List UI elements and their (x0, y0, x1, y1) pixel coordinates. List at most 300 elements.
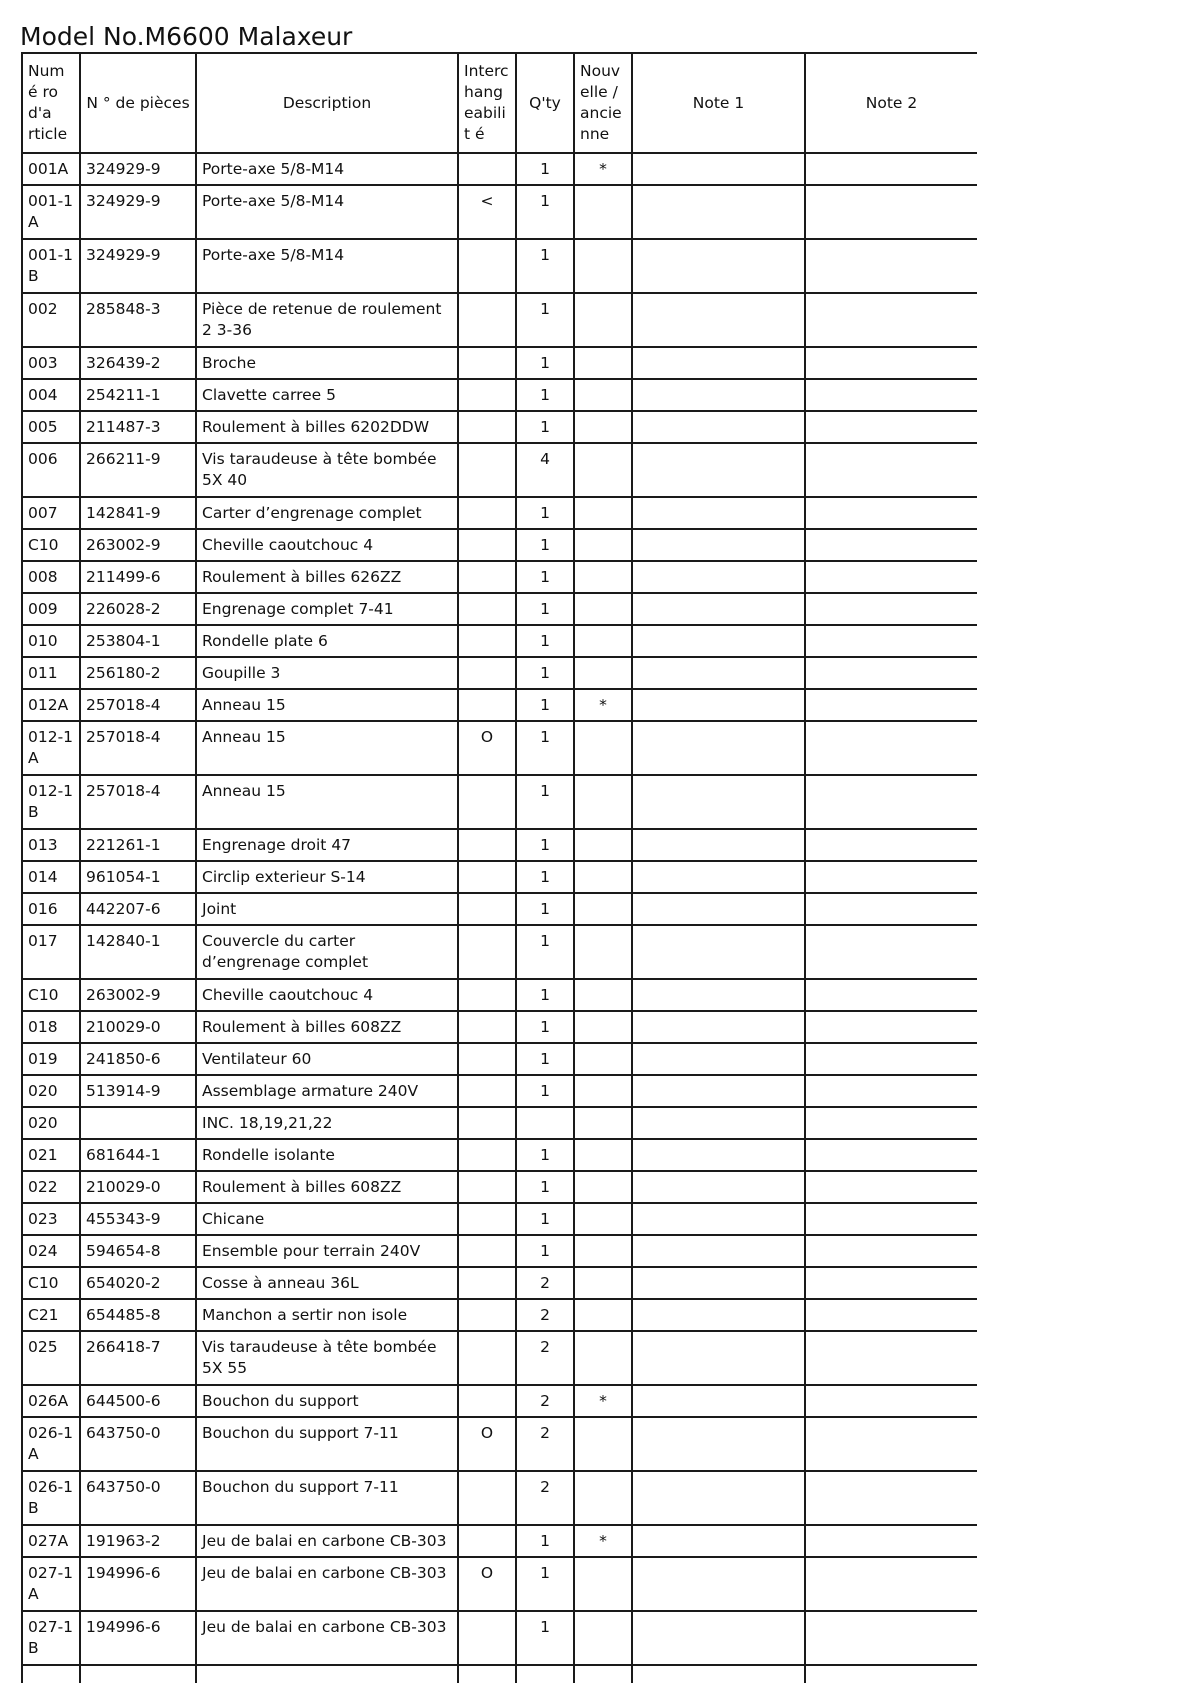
cell-note-2 (805, 861, 977, 893)
cell-description: Rondelle plate 6 (196, 625, 458, 657)
cell-part-number: 263002-9 (80, 979, 196, 1011)
cell-quantity: 1 (516, 1235, 574, 1267)
cell-quantity: 1 (516, 529, 574, 561)
cell-new-old (574, 1011, 632, 1043)
table-row (22, 561, 977, 593)
cell-note-2 (805, 1299, 977, 1331)
table-row (22, 861, 977, 893)
cell-description: Clavette carree 5 (196, 379, 458, 411)
cell-new-old (574, 1299, 632, 1331)
cell-description: Anneau 15 (196, 721, 458, 775)
cell-new-old (574, 1139, 632, 1171)
cell-note-1 (632, 185, 805, 239)
cell-new-old (574, 1075, 632, 1107)
cell-interchangeability (458, 861, 516, 893)
cell-description: Ensemble pour terrain 240V (196, 1235, 458, 1267)
cell-part-number: 324929-9 (80, 239, 196, 293)
cell-quantity: 1 (516, 561, 574, 593)
cell-note-1 (632, 1203, 805, 1235)
cell-part-number: 257018-4 (80, 721, 196, 775)
cell-new-old (574, 497, 632, 529)
cell-description: Assemblage armature 240V (196, 1075, 458, 1107)
cell-new-old (574, 185, 632, 239)
cell-quantity: 1 (516, 1075, 574, 1107)
cell-new-old (574, 1171, 632, 1203)
cell-quantity: 1 (516, 1043, 574, 1075)
cell-new-old (574, 593, 632, 625)
cell-item-number: 027-1 B (22, 1611, 80, 1665)
cell-note-2 (805, 153, 977, 185)
cell-note-2 (805, 185, 977, 239)
cell-interchangeability: < (458, 185, 516, 239)
cell-item-number (22, 1665, 80, 1683)
cell-part-number (80, 1107, 196, 1139)
table-row (22, 1267, 977, 1299)
table-row (22, 293, 977, 347)
cell-new-old (574, 1235, 632, 1267)
cell-item-number: 025 (22, 1331, 80, 1385)
table-row (22, 497, 977, 529)
cell-note-2 (805, 379, 977, 411)
cell-part-number: 442207-6 (80, 893, 196, 925)
cell-interchangeability (458, 1665, 516, 1683)
cell-quantity: 1 (516, 1557, 574, 1611)
cell-new-old (574, 979, 632, 1011)
table-row (22, 1525, 977, 1557)
cell-item-number: 016 (22, 893, 80, 925)
cell-new-old (574, 411, 632, 443)
table-row (22, 1557, 977, 1611)
cell-part-number: 961054-1 (80, 861, 196, 893)
cell-note-2 (805, 775, 977, 829)
cell-note-1 (632, 1043, 805, 1075)
cell-note-2 (805, 1665, 977, 1683)
cell-new-old (574, 775, 632, 829)
cell-description: Engrenage droit 47 (196, 829, 458, 861)
cell-description: Porte-axe 5/8-M14 (196, 185, 458, 239)
cell-note-1 (632, 1417, 805, 1471)
header-note-2: Note 2 (805, 53, 977, 153)
cell-new-old (574, 1043, 632, 1075)
cell-new-old (574, 829, 632, 861)
cell-note-1 (632, 689, 805, 721)
cell-interchangeability (458, 1011, 516, 1043)
table-row (22, 529, 977, 561)
cell-quantity: 1 (516, 689, 574, 721)
table-header-row (22, 53, 977, 153)
cell-new-old (574, 1665, 632, 1683)
cell-interchangeability (458, 1385, 516, 1417)
table-row (22, 1471, 977, 1525)
cell-item-number: 022 (22, 1171, 80, 1203)
cell-item-number: 011 (22, 657, 80, 689)
cell-note-2 (805, 347, 977, 379)
cell-new-old (574, 625, 632, 657)
cell-part-number: 256180-2 (80, 657, 196, 689)
cell-new-old (574, 861, 632, 893)
table-row (22, 1417, 977, 1471)
cell-note-1 (632, 1011, 805, 1043)
cell-item-number: 024 (22, 1235, 80, 1267)
cell-description: Engrenage complet 7-41 (196, 593, 458, 625)
cell-new-old (574, 1471, 632, 1525)
cell-interchangeability (458, 1075, 516, 1107)
table-row (22, 1171, 977, 1203)
header-interchangeability: Interc hang eabilit é (458, 53, 516, 153)
cell-quantity: 1 (516, 1611, 574, 1665)
cell-description (196, 1665, 458, 1683)
table-row (22, 1385, 977, 1417)
cell-description: Couvercle du carter d’engrenage complet (196, 925, 458, 979)
cell-quantity: 1 (516, 625, 574, 657)
cell-item-number: 012-1 A (22, 721, 80, 775)
cell-interchangeability (458, 411, 516, 443)
cell-note-1 (632, 1665, 805, 1683)
cell-part-number: 221261-1 (80, 829, 196, 861)
cell-note-2 (805, 497, 977, 529)
cell-interchangeability (458, 593, 516, 625)
table-row (22, 925, 977, 979)
cell-interchangeability (458, 1525, 516, 1557)
cell-interchangeability (458, 1471, 516, 1525)
table-row (22, 185, 977, 239)
cell-interchangeability (458, 1203, 516, 1235)
cell-note-2 (805, 1417, 977, 1471)
cell-note-1 (632, 1299, 805, 1331)
cell-quantity: 1 (516, 497, 574, 529)
cell-quantity: 1 (516, 593, 574, 625)
cell-description: Vis taraudeuse à tête bombée 5X 55 (196, 1331, 458, 1385)
table-body (22, 153, 977, 1683)
cell-interchangeability (458, 775, 516, 829)
cell-part-number: 285848-3 (80, 293, 196, 347)
cell-description: Porte-axe 5/8-M14 (196, 153, 458, 185)
cell-note-1 (632, 379, 805, 411)
cell-interchangeability (458, 925, 516, 979)
table-row (22, 153, 977, 185)
table-row (22, 1611, 977, 1665)
cell-interchangeability (458, 239, 516, 293)
cell-note-2 (805, 1075, 977, 1107)
cell-item-number: 004 (22, 379, 80, 411)
cell-interchangeability (458, 1267, 516, 1299)
cell-quantity: 1 (516, 1139, 574, 1171)
cell-note-2 (805, 657, 977, 689)
cell-quantity: 2 (516, 1417, 574, 1471)
cell-item-number: C10 (22, 529, 80, 561)
cell-item-number: 012A (22, 689, 80, 721)
cell-quantity: 1 (516, 657, 574, 689)
cell-item-number: C10 (22, 979, 80, 1011)
cell-quantity (516, 1665, 574, 1683)
cell-description: Cheville caoutchouc 4 (196, 979, 458, 1011)
cell-new-old (574, 1203, 632, 1235)
cell-note-2 (805, 561, 977, 593)
cell-note-1 (632, 293, 805, 347)
cell-part-number: 643750-0 (80, 1417, 196, 1471)
cell-item-number: 007 (22, 497, 80, 529)
header-new-old: Nouv elle / ancie nne (574, 53, 632, 153)
cell-note-1 (632, 443, 805, 497)
cell-part-number: 643750-0 (80, 1471, 196, 1525)
cell-part-number (80, 1665, 196, 1683)
cell-interchangeability (458, 1611, 516, 1665)
cell-description: Bouchon du support 7-11 (196, 1417, 458, 1471)
cell-new-old (574, 1331, 632, 1385)
table-row (22, 411, 977, 443)
cell-item-number: C21 (22, 1299, 80, 1331)
table-row (22, 443, 977, 497)
cell-quantity: 1 (516, 861, 574, 893)
cell-description: INC. 18,19,21,22 (196, 1107, 458, 1139)
cell-interchangeability (458, 1299, 516, 1331)
cell-description: Anneau 15 (196, 775, 458, 829)
cell-new-old (574, 657, 632, 689)
cell-quantity: 1 (516, 1525, 574, 1557)
cell-note-2 (805, 925, 977, 979)
cell-part-number: 210029-0 (80, 1171, 196, 1203)
cell-item-number: 014 (22, 861, 80, 893)
cell-description: Broche (196, 347, 458, 379)
cell-quantity: 1 (516, 347, 574, 379)
cell-quantity: 1 (516, 925, 574, 979)
cell-item-number: 001A (22, 153, 80, 185)
cell-item-number: 003 (22, 347, 80, 379)
cell-item-number: 026-1 B (22, 1471, 80, 1525)
cell-new-old: * (574, 153, 632, 185)
page-title: Model No.M6600 Malaxeur (20, 22, 353, 51)
cell-quantity: 4 (516, 443, 574, 497)
cell-note-1 (632, 1171, 805, 1203)
cell-interchangeability (458, 1171, 516, 1203)
cell-note-2 (805, 293, 977, 347)
header-part-number: N ° de pièces (80, 53, 196, 153)
cell-note-1 (632, 1611, 805, 1665)
cell-note-2 (805, 593, 977, 625)
cell-item-number: 027-1 A (22, 1557, 80, 1611)
cell-new-old (574, 1107, 632, 1139)
cell-note-1 (632, 239, 805, 293)
cell-quantity: 1 (516, 153, 574, 185)
table-row (22, 775, 977, 829)
cell-quantity: 2 (516, 1385, 574, 1417)
table-row (22, 721, 977, 775)
cell-description: Cheville caoutchouc 4 (196, 529, 458, 561)
header-item-number: Numé ro d'a rticle (22, 53, 80, 153)
cell-note-1 (632, 593, 805, 625)
cell-part-number: 681644-1 (80, 1139, 196, 1171)
cell-interchangeability (458, 1043, 516, 1075)
cell-note-1 (632, 1385, 805, 1417)
cell-quantity: 1 (516, 775, 574, 829)
cell-note-2 (805, 529, 977, 561)
cell-item-number: 010 (22, 625, 80, 657)
cell-note-1 (632, 657, 805, 689)
cell-part-number: 644500-6 (80, 1385, 196, 1417)
cell-note-1 (632, 497, 805, 529)
cell-part-number: 513914-9 (80, 1075, 196, 1107)
cell-interchangeability: O (458, 1557, 516, 1611)
cell-description: Bouchon du support (196, 1385, 458, 1417)
cell-note-1 (632, 1075, 805, 1107)
cell-interchangeability (458, 561, 516, 593)
cell-part-number: 241850-6 (80, 1043, 196, 1075)
cell-part-number: 142840-1 (80, 925, 196, 979)
cell-part-number: 257018-4 (80, 689, 196, 721)
cell-note-1 (632, 775, 805, 829)
cell-item-number: 017 (22, 925, 80, 979)
cell-note-2 (805, 411, 977, 443)
cell-item-number: 018 (22, 1011, 80, 1043)
cell-note-1 (632, 1267, 805, 1299)
table-row (22, 1011, 977, 1043)
cell-new-old (574, 529, 632, 561)
cell-note-1 (632, 153, 805, 185)
cell-quantity: 1 (516, 1011, 574, 1043)
cell-description: Jeu de balai en carbone CB-303 (196, 1557, 458, 1611)
cell-note-1 (632, 1139, 805, 1171)
cell-item-number: 026A (22, 1385, 80, 1417)
cell-note-2 (805, 721, 977, 775)
cell-interchangeability (458, 893, 516, 925)
cell-interchangeability (458, 979, 516, 1011)
cell-description: Pièce de retenue de roulement 2 3-36 (196, 293, 458, 347)
table-row (22, 1665, 977, 1683)
cell-part-number: 594654-8 (80, 1235, 196, 1267)
cell-new-old (574, 1267, 632, 1299)
cell-note-2 (805, 239, 977, 293)
cell-quantity: 1 (516, 185, 574, 239)
cell-note-1 (632, 893, 805, 925)
table-row (22, 593, 977, 625)
cell-item-number: 020 (22, 1107, 80, 1139)
table-row (22, 1203, 977, 1235)
cell-interchangeability (458, 1139, 516, 1171)
cell-new-old (574, 443, 632, 497)
cell-new-old (574, 561, 632, 593)
cell-part-number: 257018-4 (80, 775, 196, 829)
table-row (22, 657, 977, 689)
cell-interchangeability (458, 153, 516, 185)
parts-table-wrapper (21, 52, 977, 1683)
cell-new-old (574, 721, 632, 775)
table-row (22, 1107, 977, 1139)
cell-part-number: 210029-0 (80, 1011, 196, 1043)
table-row (22, 893, 977, 925)
cell-quantity: 1 (516, 893, 574, 925)
table-row (22, 829, 977, 861)
cell-description: Circlip exterieur S-14 (196, 861, 458, 893)
cell-part-number: 254211-1 (80, 379, 196, 411)
cell-part-number: 211499-6 (80, 561, 196, 593)
cell-new-old (574, 347, 632, 379)
cell-new-old: * (574, 1525, 632, 1557)
table-row (22, 239, 977, 293)
cell-part-number: 654485-8 (80, 1299, 196, 1331)
table-row (22, 1299, 977, 1331)
cell-quantity: 2 (516, 1299, 574, 1331)
cell-quantity (516, 1107, 574, 1139)
cell-interchangeability: O (458, 1417, 516, 1471)
cell-interchangeability (458, 689, 516, 721)
cell-item-number: 012-1 B (22, 775, 80, 829)
cell-new-old (574, 293, 632, 347)
cell-note-1 (632, 1331, 805, 1385)
cell-item-number: 005 (22, 411, 80, 443)
cell-part-number: 211487-3 (80, 411, 196, 443)
cell-note-1 (632, 979, 805, 1011)
cell-description: Roulement à billes 608ZZ (196, 1171, 458, 1203)
cell-item-number: 001-1 B (22, 239, 80, 293)
table-row (22, 689, 977, 721)
cell-item-number: 006 (22, 443, 80, 497)
cell-interchangeability (458, 829, 516, 861)
cell-interchangeability (458, 347, 516, 379)
table-row (22, 625, 977, 657)
cell-part-number: 226028-2 (80, 593, 196, 625)
cell-note-1 (632, 1107, 805, 1139)
cell-note-1 (632, 1525, 805, 1557)
cell-interchangeability (458, 497, 516, 529)
cell-description: Anneau 15 (196, 689, 458, 721)
cell-item-number: 001-1 A (22, 185, 80, 239)
cell-part-number: 194996-6 (80, 1611, 196, 1665)
cell-interchangeability (458, 625, 516, 657)
cell-note-2 (805, 829, 977, 861)
cell-note-2 (805, 1203, 977, 1235)
cell-description: Rondelle isolante (196, 1139, 458, 1171)
cell-new-old: * (574, 1385, 632, 1417)
cell-note-1 (632, 1557, 805, 1611)
table-row (22, 1075, 977, 1107)
cell-part-number: 194996-6 (80, 1557, 196, 1611)
cell-new-old: * (574, 689, 632, 721)
cell-item-number: 020 (22, 1075, 80, 1107)
cell-interchangeability (458, 657, 516, 689)
table-row (22, 347, 977, 379)
cell-note-2 (805, 1043, 977, 1075)
cell-part-number: 263002-9 (80, 529, 196, 561)
cell-note-2 (805, 1331, 977, 1385)
cell-note-1 (632, 625, 805, 657)
header-description: Description (196, 53, 458, 153)
cell-description: Bouchon du support 7-11 (196, 1471, 458, 1525)
cell-note-2 (805, 893, 977, 925)
cell-description: Jeu de balai en carbone CB-303 (196, 1611, 458, 1665)
cell-item-number: 026-1 A (22, 1417, 80, 1471)
cell-interchangeability (458, 293, 516, 347)
cell-description: Roulement à billes 608ZZ (196, 1011, 458, 1043)
cell-item-number: C10 (22, 1267, 80, 1299)
cell-part-number: 654020-2 (80, 1267, 196, 1299)
cell-quantity: 1 (516, 411, 574, 443)
cell-interchangeability (458, 379, 516, 411)
cell-item-number: 002 (22, 293, 80, 347)
cell-description: Ventilateur 60 (196, 1043, 458, 1075)
cell-item-number: 009 (22, 593, 80, 625)
cell-new-old (574, 239, 632, 293)
cell-item-number: 013 (22, 829, 80, 861)
cell-part-number: 266211-9 (80, 443, 196, 497)
cell-part-number: 326439-2 (80, 347, 196, 379)
cell-part-number: 253804-1 (80, 625, 196, 657)
cell-quantity: 2 (516, 1471, 574, 1525)
table-row (22, 979, 977, 1011)
cell-quantity: 1 (516, 1203, 574, 1235)
cell-description: Cosse à anneau 36L (196, 1267, 458, 1299)
cell-description: Porte-axe 5/8-M14 (196, 239, 458, 293)
cell-description: Joint (196, 893, 458, 925)
